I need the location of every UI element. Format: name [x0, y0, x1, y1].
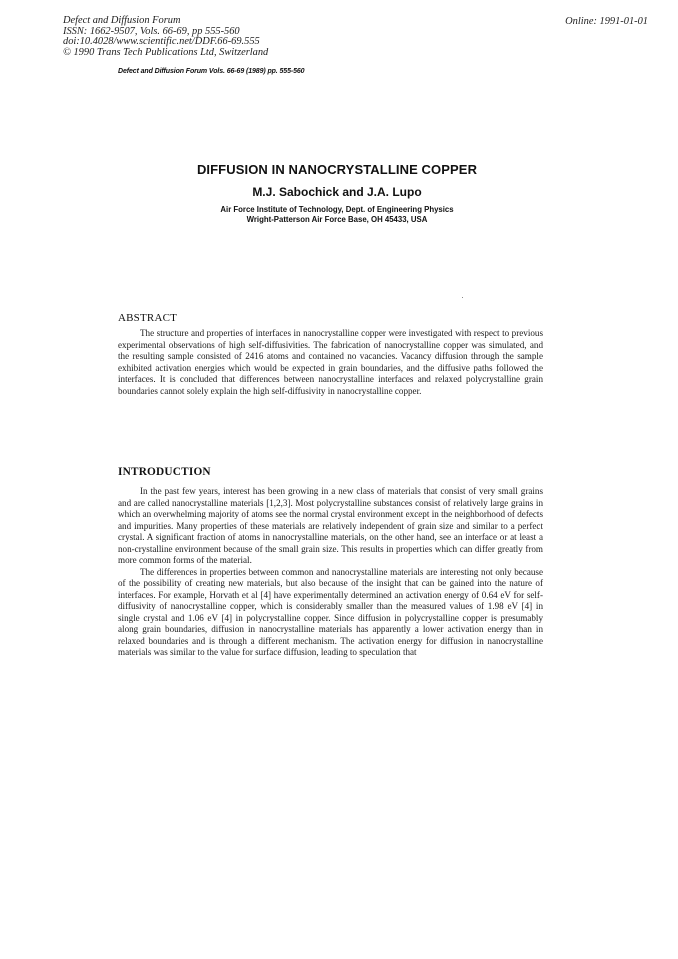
abstract-paragraph: The structure and properties of interfaces in nanocrystalline copper were investigated with respect to previous experimental observations of high self-diffusivities. The fabrication of nanocrystalline copper was simulated, and the resulting sample consisted of 2416 atoms and contained no vacancies. Vacancy diffusion through the sample exhibited activation energies which would be expected in grain boundaries, and the diffusive paths followed the interfaces. It is concluded that differences between nanocrystalline interfaces and relaxed polycrystalline grain boundaries cannot solely explain the high self-diffusivity in nanocrystalline copper. — [118, 328, 543, 396]
paper-title: DIFFUSION IN NANOCRYSTALLINE COPPER — [196, 162, 478, 177]
copyright-line: © 1990 Trans Tech Publications Ltd, Switzerland — [63, 46, 269, 58]
doi-line[interactable]: doi:10.4028/www.scientific.net/DDF.66-69.555 — [63, 36, 260, 48]
introduction-paragraph-2: The differences in properties between common and nanocrystalline materials are interesting not only because of the possibility of creating new materials, but also because of the insight that can be gained into the nature of interfaces. For example, Horvath et al [4] have experimentally determined an activation energy of 0.64 eV for self-diffusivity of nanocrystalline copper, which is considerably smaller than the measured values of 1.98 eV [4] in single crystal and 1.06 eV [4] in polycrystalline copper. Since diffusion in polycrystalline copper is presumably along grain boundaries, diffusion in nanocrystalline materials has apparently a lower activation energy than in relaxed boundaries and is through a different mechanism. The activation energy for diffusion in nanocrystalline materials was similar to the value for surface diffusion, leading to speculation that — [118, 566, 543, 657]
introduction-paragraph-1: In the past few years, interest has been growing in a new class of materials that consist of very small grains and are called nanocrystalline materials [1,2,3]. Most polycrystalline substances consist of relatively large grains in which an overwhelming majority of atoms see the normal crystal environment except in the neighborhood of defects and impurities. Many properties of these materials are relatively independent of grain size and similar to a perfect crystal. A significant fraction of atoms in nanocrystalline materials, on the other hand, see an interface or at least a non-crystalline environment because of the small grain size. This results in properties which can differ greatly from more common forms of the material. — [118, 486, 543, 565]
paper-authors: M.J. Sabochick and J.A. Lupo — [252, 185, 422, 199]
online-date: Online: 1991-01-01 — [565, 16, 648, 27]
affiliation-address: Wright-Patterson Air Force Base, OH 45433, USA — [246, 215, 428, 224]
citation-header — [63, 16, 268, 58]
scan-speck — [462, 297, 463, 298]
introduction-heading: INTRODUCTION — [118, 466, 211, 478]
affiliation-institute: Air Force Institute of Technology, Dept. of Engineering Physics — [220, 205, 454, 214]
issn-line: ISSN: 1662-9507, Vols. 66-69, pp 555-560 — [63, 25, 240, 37]
abstract-heading: ABSTRACT — [118, 312, 178, 324]
abstract-body — [118, 328, 543, 397]
journal-name: Defect and Diffusion Forum — [63, 15, 181, 26]
journal-reference: Defect and Diffusion Forum Vols. 66-69 (1989) pp. 555-560 — [118, 68, 305, 75]
introduction-body — [118, 486, 543, 659]
